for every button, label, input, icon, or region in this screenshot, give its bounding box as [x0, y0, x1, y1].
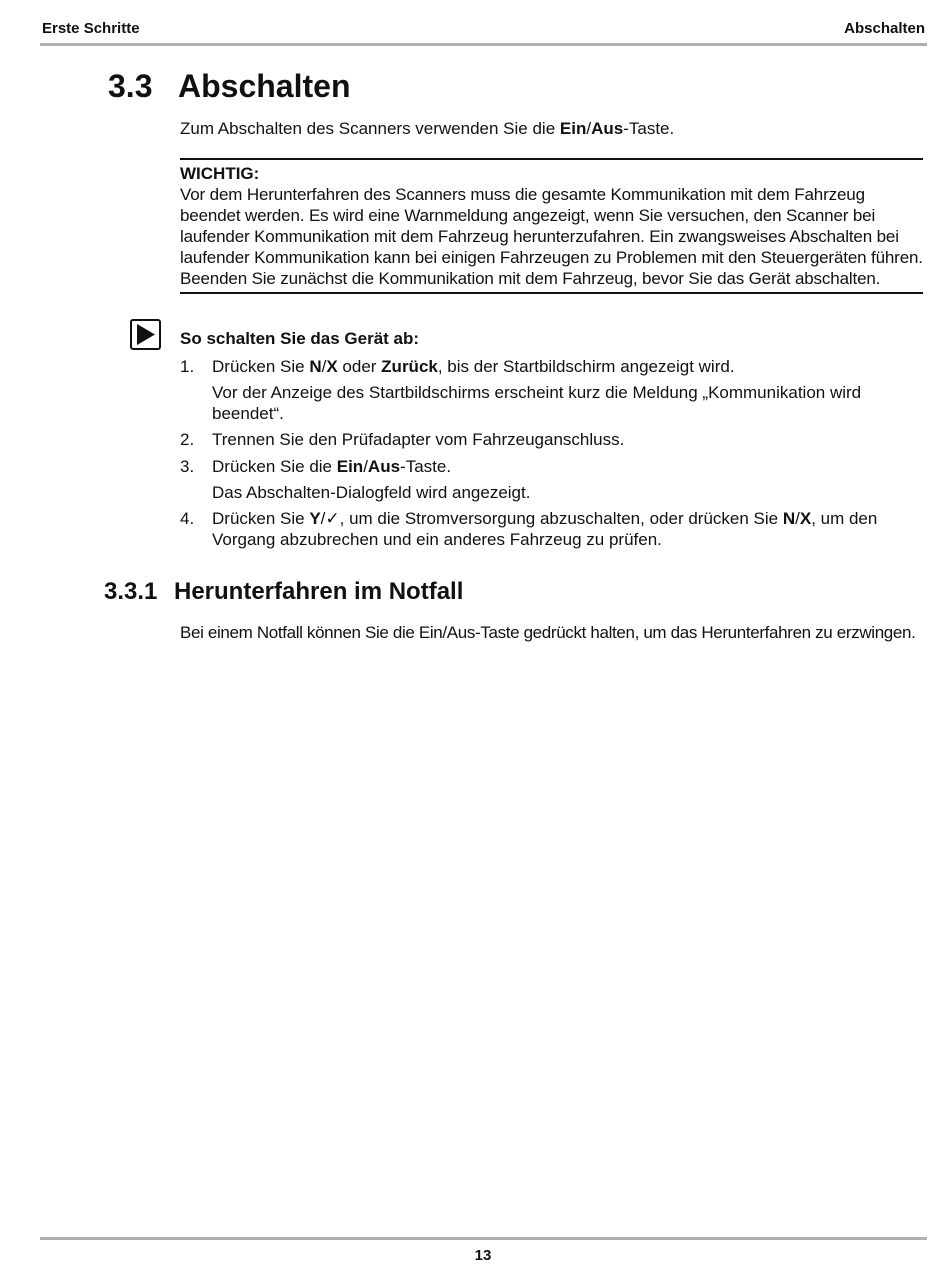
header-chapter: Erste Schritte — [42, 20, 140, 37]
subsection-heading — [104, 578, 463, 606]
subsection-number: 3.3.1 — [104, 578, 158, 605]
subsection-text: Bei einem Notfall können Sie die Ein/Aus-Taste gedrückt halten, um das Herunterfahren zu erzwingen. — [180, 623, 916, 642]
important-text: Vor dem Herunterfahren des Scanners muss die gesamte Kommunikation mit dem Fahrzeug beendet werden. Es wird eine Warnmeldung angezeigt, wenn Sie versuchen, den Scanner bei laufender Kommunikation mit dem Fahrzeug herunterzufahren. Ein zwangsweises Abschalten bei laufender Kommunikation kann bei einigen Fahrzeugen zu Problemen mit den Steuergeräten führen. Beenden Sie zunächst die Kommunikation mit dem Fahrzeug, bevor Sie das Gerät abschalten. — [180, 185, 923, 288]
footer-rule — [40, 1237, 927, 1240]
step-2: 2. Trennen Sie den Prüfadapter vom Fahrzeuganschluss. — [180, 430, 625, 449]
section-number: 3.3 — [108, 68, 153, 104]
section-heading — [108, 68, 350, 105]
section-title: Abschalten — [178, 68, 351, 104]
step-4: 4. Drücken Sie Y/✓, um die Stromversorgung abzuschalten, oder drücken Sie N/X, um den Vorgang abzubrechen und ein anderes Fahrzeug zu prüfen. — [180, 509, 878, 549]
step-1: 1. Drücken Sie N/X oder Zurück, bis der Startbildschirm angezeigt wird. — [180, 357, 735, 376]
procedure-title: So schalten Sie das Gerät ab: — [180, 329, 420, 348]
important-label: WICHTIG: — [180, 164, 260, 183]
important-note — [180, 158, 923, 294]
section-intro: Zum Abschalten des Scanners verwenden Sie die Ein/Aus-Taste. — [180, 119, 675, 138]
step-3: 3. Drücken Sie die Ein/Aus-Taste. — [180, 457, 452, 476]
header-rule — [40, 43, 927, 46]
procedure-arrow-icon — [130, 319, 161, 350]
page-number: 13 — [474, 1247, 492, 1264]
step-1-note: Vor der Anzeige des Startbildschirms erscheint kurz die Meldung „Kommunikation wird beendet“. — [212, 383, 862, 423]
subsection-title: Herunterfahren im Notfall — [174, 578, 464, 605]
header-section: Abschalten — [844, 20, 925, 37]
step-3-note: Das Abschalten-Dialogfeld wird angezeigt. — [212, 483, 531, 502]
